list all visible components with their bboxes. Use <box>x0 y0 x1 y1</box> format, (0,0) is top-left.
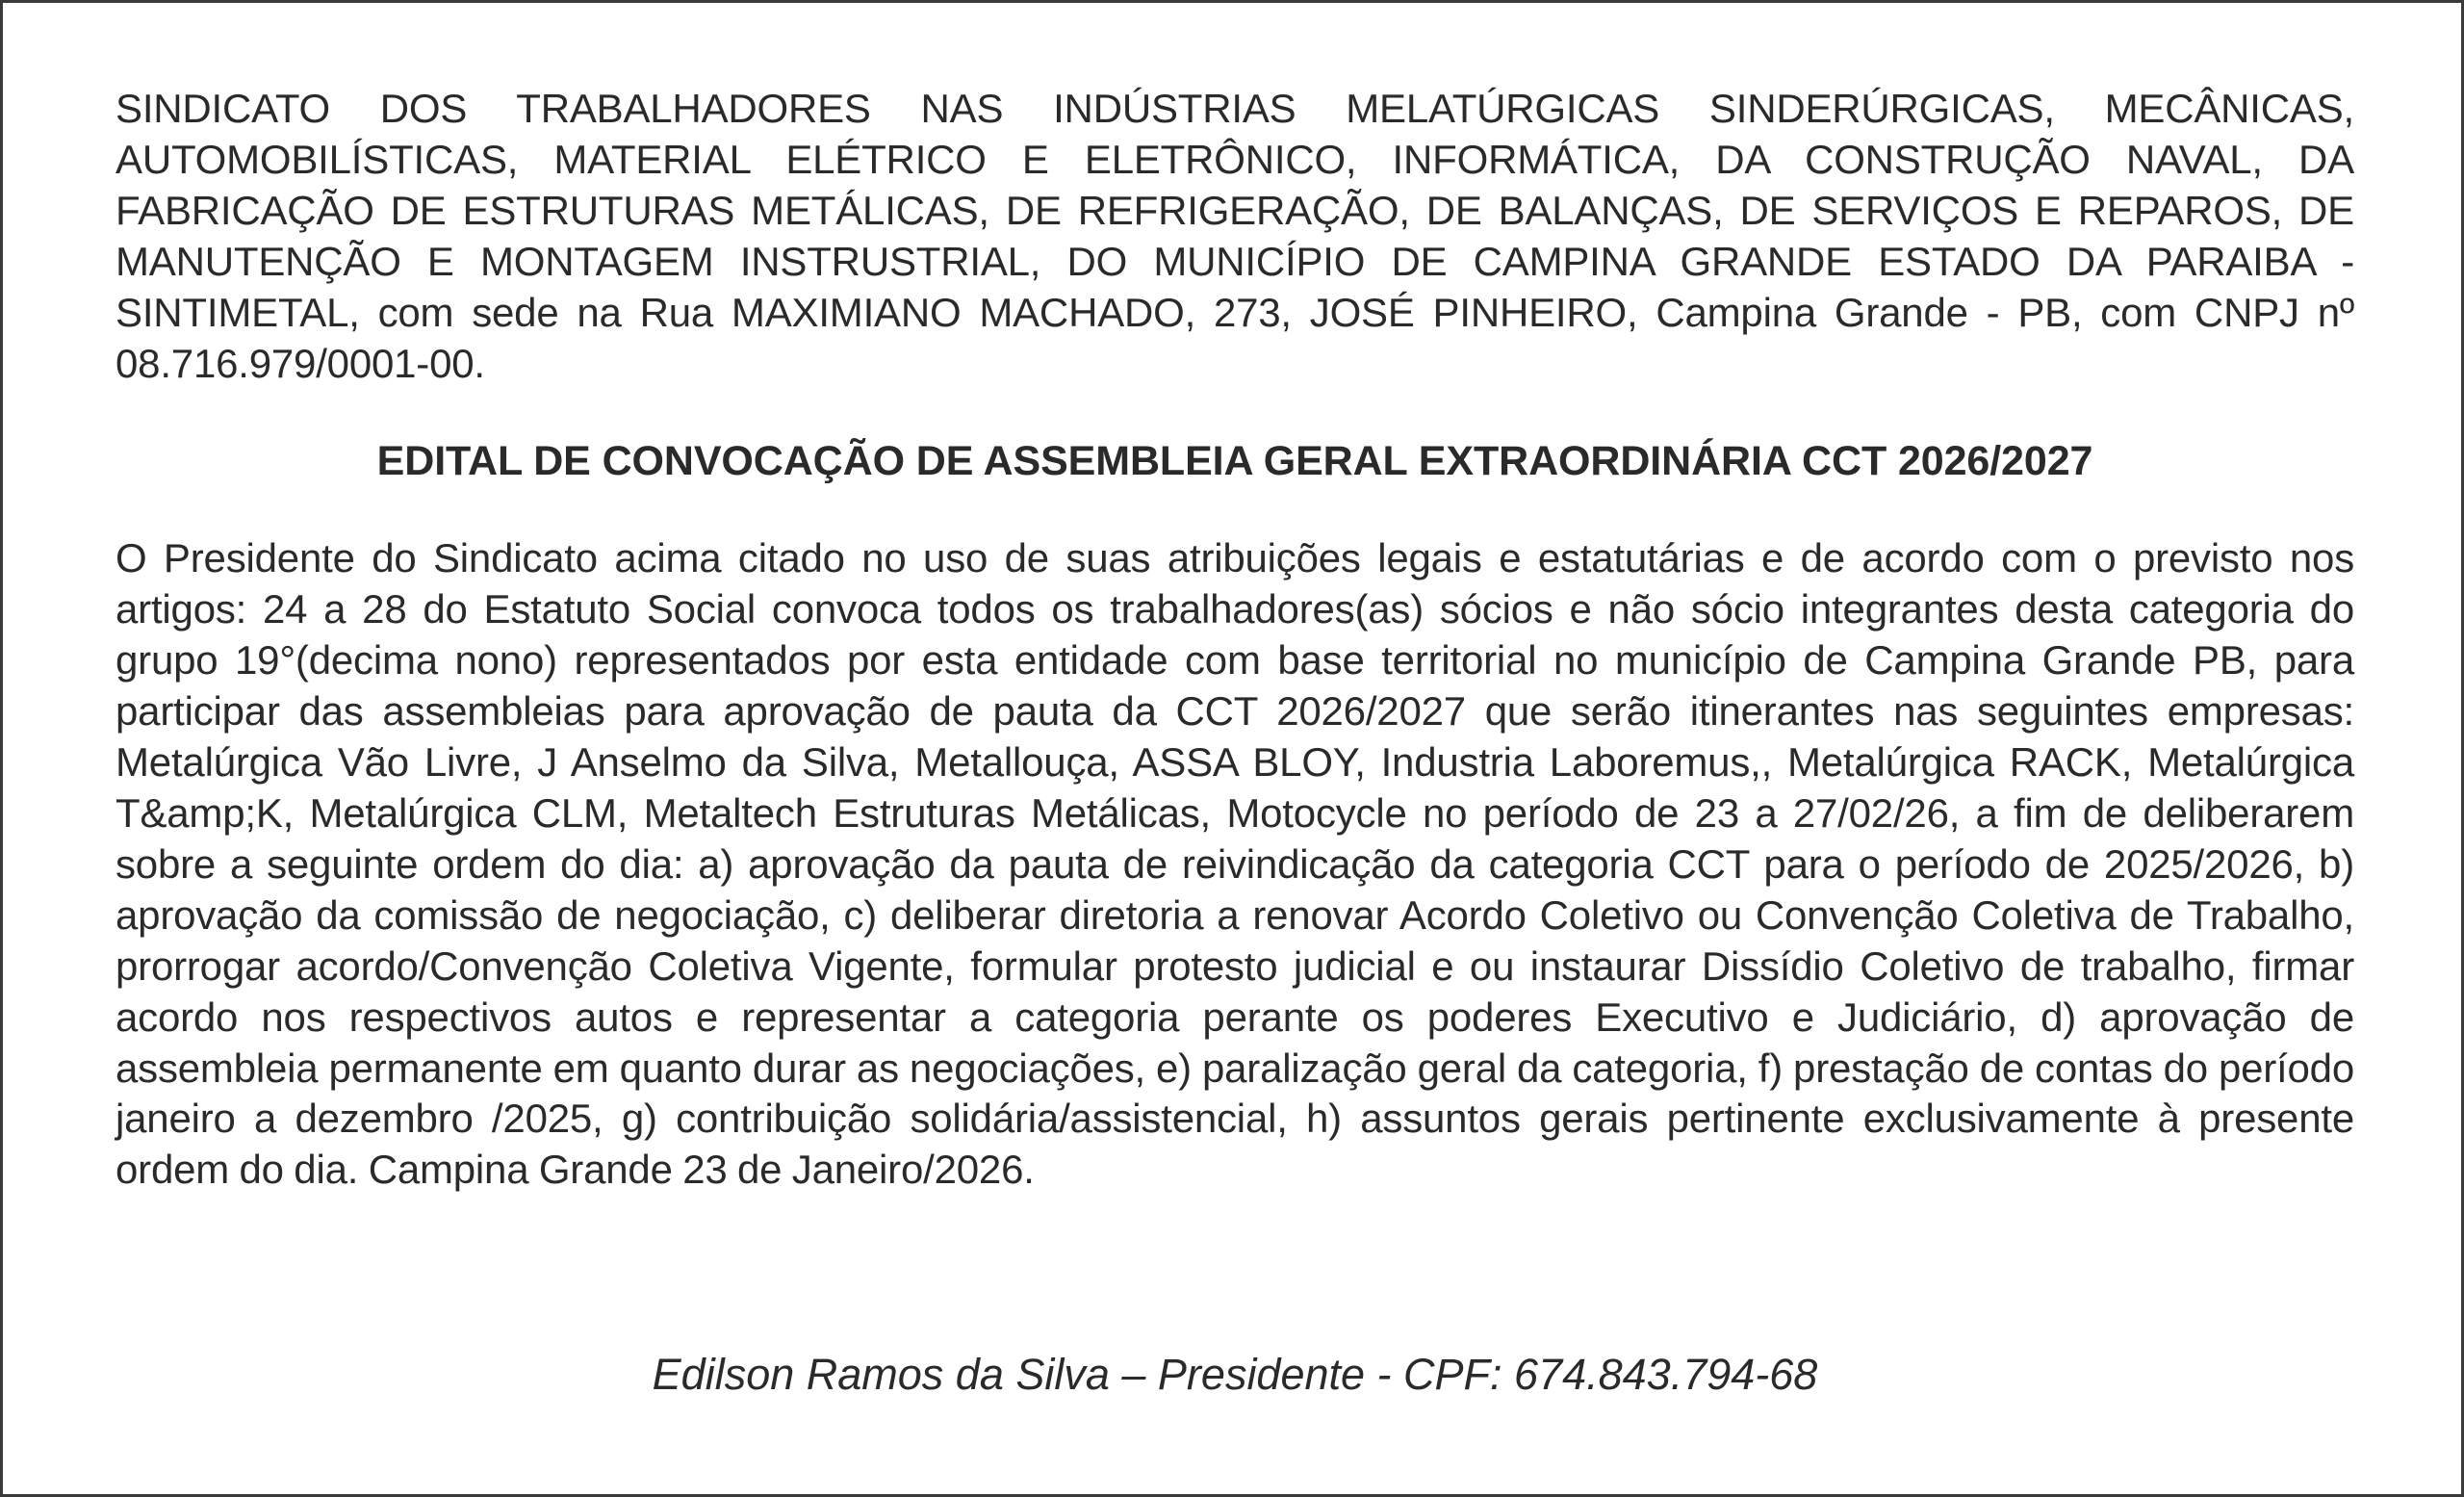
notice-title: EDITAL DE CONVOCAÇÃO DE ASSEMBLEIA GERAL EXTRAORDINÁRIA CCT 2026/2027 <box>376 438 2093 485</box>
union-identification-paragraph: SINDICATO DOS TRABALHADORES NAS INDÚSTRIAS MELATÚRGICAS SINDERÚRGICAS, MECÂNICAS, AUTOMOBILÍSTICAS, MATERIAL ELÉTRICO E ELETRÔNICO, INFORMÁTICA, DA CONSTRUÇÃO NAVAL, DA FABRICAÇÃO DE ESTRUTURAS METÁLICAS, DE REFRIGERAÇÃO, DE BALANÇAS, DE SERVIÇOS E REPAROS, DE MANUTENÇÃO E MONTAGEM INSTRUSTRIAL, DO MUNICÍPIO DE CAMPINA GRANDE ESTADO DA PARAIBA - SINTIMETAL, com sede na Rua MAXIMIANO MACHADO, 273, JOSÉ PINHEIRO, Campina Grande - PB, com CNPJ nº 08.716.979/0001-00. <box>116 86 2354 386</box>
notice-content <box>116 84 2354 1196</box>
president-signature-line: Edilson Ramos da Silva – Presidente - CPF: 674.843.794-68 <box>652 1350 1818 1399</box>
convocation-body-paragraph: O Presidente do Sindicato acima citado no uso de suas atribuições legais e estatutárias e de acordo com o previsto nos artigos: 24 a 28 do Estatuto Social convoca todos os trabalhadores(as) sócios e não sócio integrantes desta categoria do grupo 19°(decima nono) representados por esta entidade com base territorial no município de Campina Grande PB, para participar das assembleias para aprovação de pauta da CCT 2026/2027 que serão itinerantes nas seguintes empresas: Metalúrgica Vão Livre, J Anselmo da Silva, Metallouça, ASSA BLOY, Industria Laboremus,, Metalúrgica RACK, Metalúrgica T&amp;K, Metalúrgica CLM, Metaltech Estruturas Metálicas, Motocycle no período de 23 a 27/02/26, a fim de deliberarem sobre a seguinte ordem do dia: a) aprovação da pauta de reivindicação da categoria CCT para o período de 2025/2026, b) aprovação da comissão de negociação, c) deliberar diretoria a renovar Acordo Coletivo ou Convenção Coletiva de Trabalho, prorrogar acordo/Convenção Coletiva Vigente, formular protesto judicial e ou instaurar Dissídio Coletivo de trabalho, firmar acordo nos respectivos autos e representar a categoria perante os poderes Executivo e Judiciário, d) aprovação de assembleia permanente em quanto durar as negociações, e) paralização geral da categoria, f) prestação de contas do período janeiro a dezembro /2025, g) contribuição solidária/assistencial, h) assuntos gerais pertinente exclusivamente à presente ordem do dia. Campina Grande 23 de Janeiro/2026. <box>116 535 2354 1193</box>
